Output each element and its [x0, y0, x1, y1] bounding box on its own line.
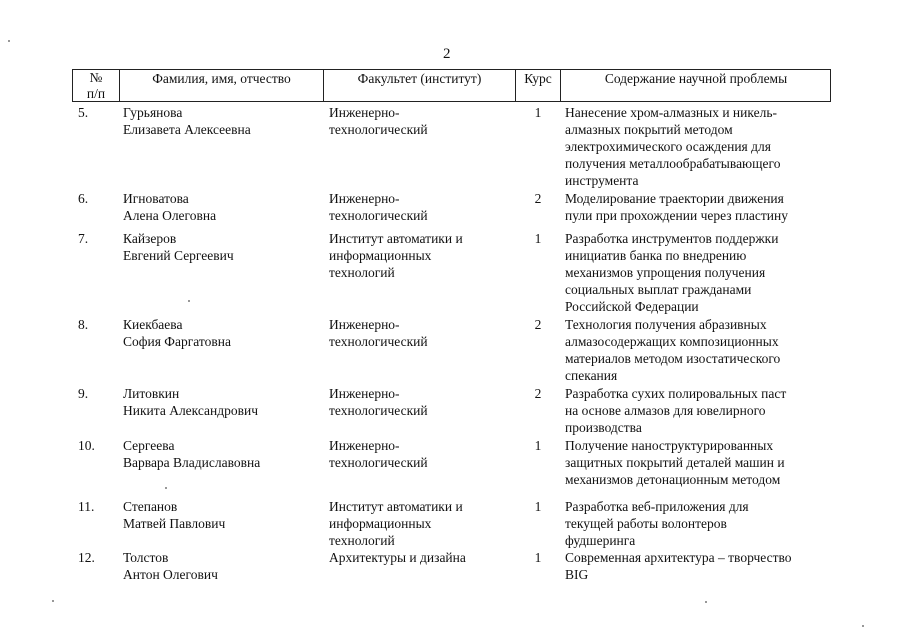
student-name-line: Алена Олеговна — [123, 208, 217, 223]
research-topic-line: фудшеринга — [565, 533, 636, 548]
scan-speck — [705, 601, 707, 603]
header-num-line1: № — [89, 70, 103, 85]
research-topic-line: алмазных покрытий методом — [565, 122, 733, 137]
research-topic-line: механизмов детонационным методом — [565, 472, 781, 487]
row-number: 8. — [78, 317, 89, 332]
student-name-line: Степанов — [123, 499, 178, 514]
faculty — [329, 437, 509, 471]
research-topic-line: инициатив банка по внедрению — [565, 248, 747, 263]
research-topic-line: алмазосодержащих композиционных — [565, 334, 779, 349]
course: 2 — [534, 191, 542, 206]
scan-speck — [52, 600, 54, 602]
header-topic: Содержание научной проблемы — [604, 71, 788, 86]
page-number: 2 — [443, 46, 451, 62]
research-topic-line: Нанесение хром-алмазных и никель- — [565, 105, 777, 120]
student-name-line: Варвара Владиславовна — [123, 455, 261, 470]
faculty-line: технологический — [329, 122, 428, 137]
research-topic-line: механизмов упрощения получения — [565, 265, 766, 280]
course: 2 — [534, 317, 542, 332]
faculty-line: Инженерно- — [329, 438, 400, 453]
student-name-line: Никита Александрович — [123, 403, 259, 418]
course: 1 — [534, 550, 542, 565]
header-num-line2: п/п — [86, 86, 106, 101]
research-topic-line: на основе алмазов для ювелирного — [565, 403, 766, 418]
row-number: 9. — [78, 386, 89, 401]
research-topic-line: Разработка инструментов поддержки — [565, 231, 779, 246]
faculty — [329, 316, 509, 350]
row-number: 5. — [78, 105, 89, 120]
row-number: 6. — [78, 191, 89, 206]
scan-speck — [862, 625, 864, 627]
research-topic-line: защитных покрытий деталей машин и — [565, 455, 785, 470]
course: 2 — [534, 386, 542, 401]
student-name — [123, 498, 323, 532]
faculty — [329, 549, 509, 566]
research-topic-line: Разработка сухих полировальных паст — [565, 386, 787, 401]
faculty-line: технологий — [329, 265, 395, 280]
student-name-line: Евгений Сергеевич — [123, 248, 234, 263]
research-topic-line: Моделирование траектории движения — [565, 191, 784, 206]
research-topic-line: текущей работы волонтеров — [565, 516, 727, 531]
research-topic-line: Разработка веб-приложения для — [565, 499, 749, 514]
row-number: 7. — [78, 231, 89, 246]
research-topic-line: пули при прохождении через пластину — [565, 208, 789, 223]
header-name: Фамилия, имя, отчество — [152, 71, 291, 86]
header-num — [73, 70, 119, 102]
faculty-line: технологический — [329, 334, 428, 349]
research-topic-line: получения металлообрабатывающего — [565, 156, 781, 171]
faculty-line: Инженерно- — [329, 105, 400, 120]
student-name — [123, 104, 323, 138]
scan-speck — [165, 487, 167, 489]
research-topic — [565, 316, 827, 384]
student-name-line: Игноватова — [123, 191, 189, 206]
research-topic-line: Российской Федерации — [565, 299, 699, 314]
faculty-line: информационных — [329, 248, 432, 263]
student-name — [123, 190, 323, 224]
faculty-line: технологический — [329, 208, 428, 223]
faculty-line: Инженерно- — [329, 386, 400, 401]
course: 1 — [534, 438, 542, 453]
student-name-line: Антон Олегович — [123, 567, 218, 582]
faculty — [329, 385, 509, 419]
scan-speck — [8, 40, 10, 42]
faculty — [329, 230, 509, 281]
student-name-line: Толстов — [123, 550, 169, 565]
student-name — [123, 230, 323, 264]
research-topic — [565, 549, 827, 583]
faculty — [329, 104, 509, 138]
student-name-line: София Фаргатовна — [123, 334, 231, 349]
faculty-line: Архитектуры и дизайна — [329, 550, 466, 565]
student-name-line: Гурьянова — [123, 105, 183, 120]
student-name-line: Елизавета Алексеевна — [123, 122, 251, 137]
faculty — [329, 190, 509, 224]
faculty-line: технологический — [329, 403, 428, 418]
faculty — [329, 498, 509, 549]
research-topic — [565, 498, 827, 549]
course: 1 — [534, 231, 542, 246]
faculty-line: информационных — [329, 516, 432, 531]
research-topic-line: спекания — [565, 368, 618, 383]
student-name-line: Киекбаева — [123, 317, 183, 332]
research-topic-line: BIG — [565, 567, 589, 582]
research-topic-line: электрохимического осаждения для — [565, 139, 771, 154]
research-topic-line: Получение наноструктурированных — [565, 438, 774, 453]
research-topic-line: инструмента — [565, 173, 639, 188]
faculty-line: технологический — [329, 455, 428, 470]
student-name — [123, 549, 323, 583]
student-name-line: Матвей Павлович — [123, 516, 226, 531]
student-name — [123, 437, 323, 471]
research-topic — [565, 104, 827, 189]
student-name-line: Сергеева — [123, 438, 175, 453]
research-topic-line: социальных выплат гражданами — [565, 282, 752, 297]
student-name-line: Кайзеров — [123, 231, 177, 246]
research-topic — [565, 437, 827, 488]
student-name-line: Литовкин — [123, 386, 180, 401]
faculty-line: Институт автоматики и — [329, 231, 463, 246]
header-course: Курс — [524, 71, 552, 86]
faculty-line: Инженерно- — [329, 317, 400, 332]
faculty-line: технологий — [329, 533, 395, 548]
research-topic-line: Современная архитектура – творчество — [565, 550, 792, 565]
header-faculty: Факультет (институт) — [357, 71, 482, 86]
faculty-line: Инженерно- — [329, 191, 400, 206]
row-number: 10. — [78, 438, 95, 453]
row-number: 11. — [78, 499, 95, 514]
faculty-line: Институт автоматики и — [329, 499, 463, 514]
student-name — [123, 316, 323, 350]
course: 1 — [534, 105, 542, 120]
student-name — [123, 385, 323, 419]
research-topic-line: Технология получения абразивных — [565, 317, 767, 332]
research-topic — [565, 230, 827, 315]
research-topic-line: материалов методом изостатического — [565, 351, 781, 366]
research-topic-line: производства — [565, 420, 642, 435]
research-topic — [565, 190, 827, 224]
table-header — [72, 69, 831, 102]
course: 1 — [534, 499, 542, 514]
row-number: 12. — [78, 550, 95, 565]
research-topic — [565, 385, 827, 436]
scan-speck — [188, 300, 190, 302]
